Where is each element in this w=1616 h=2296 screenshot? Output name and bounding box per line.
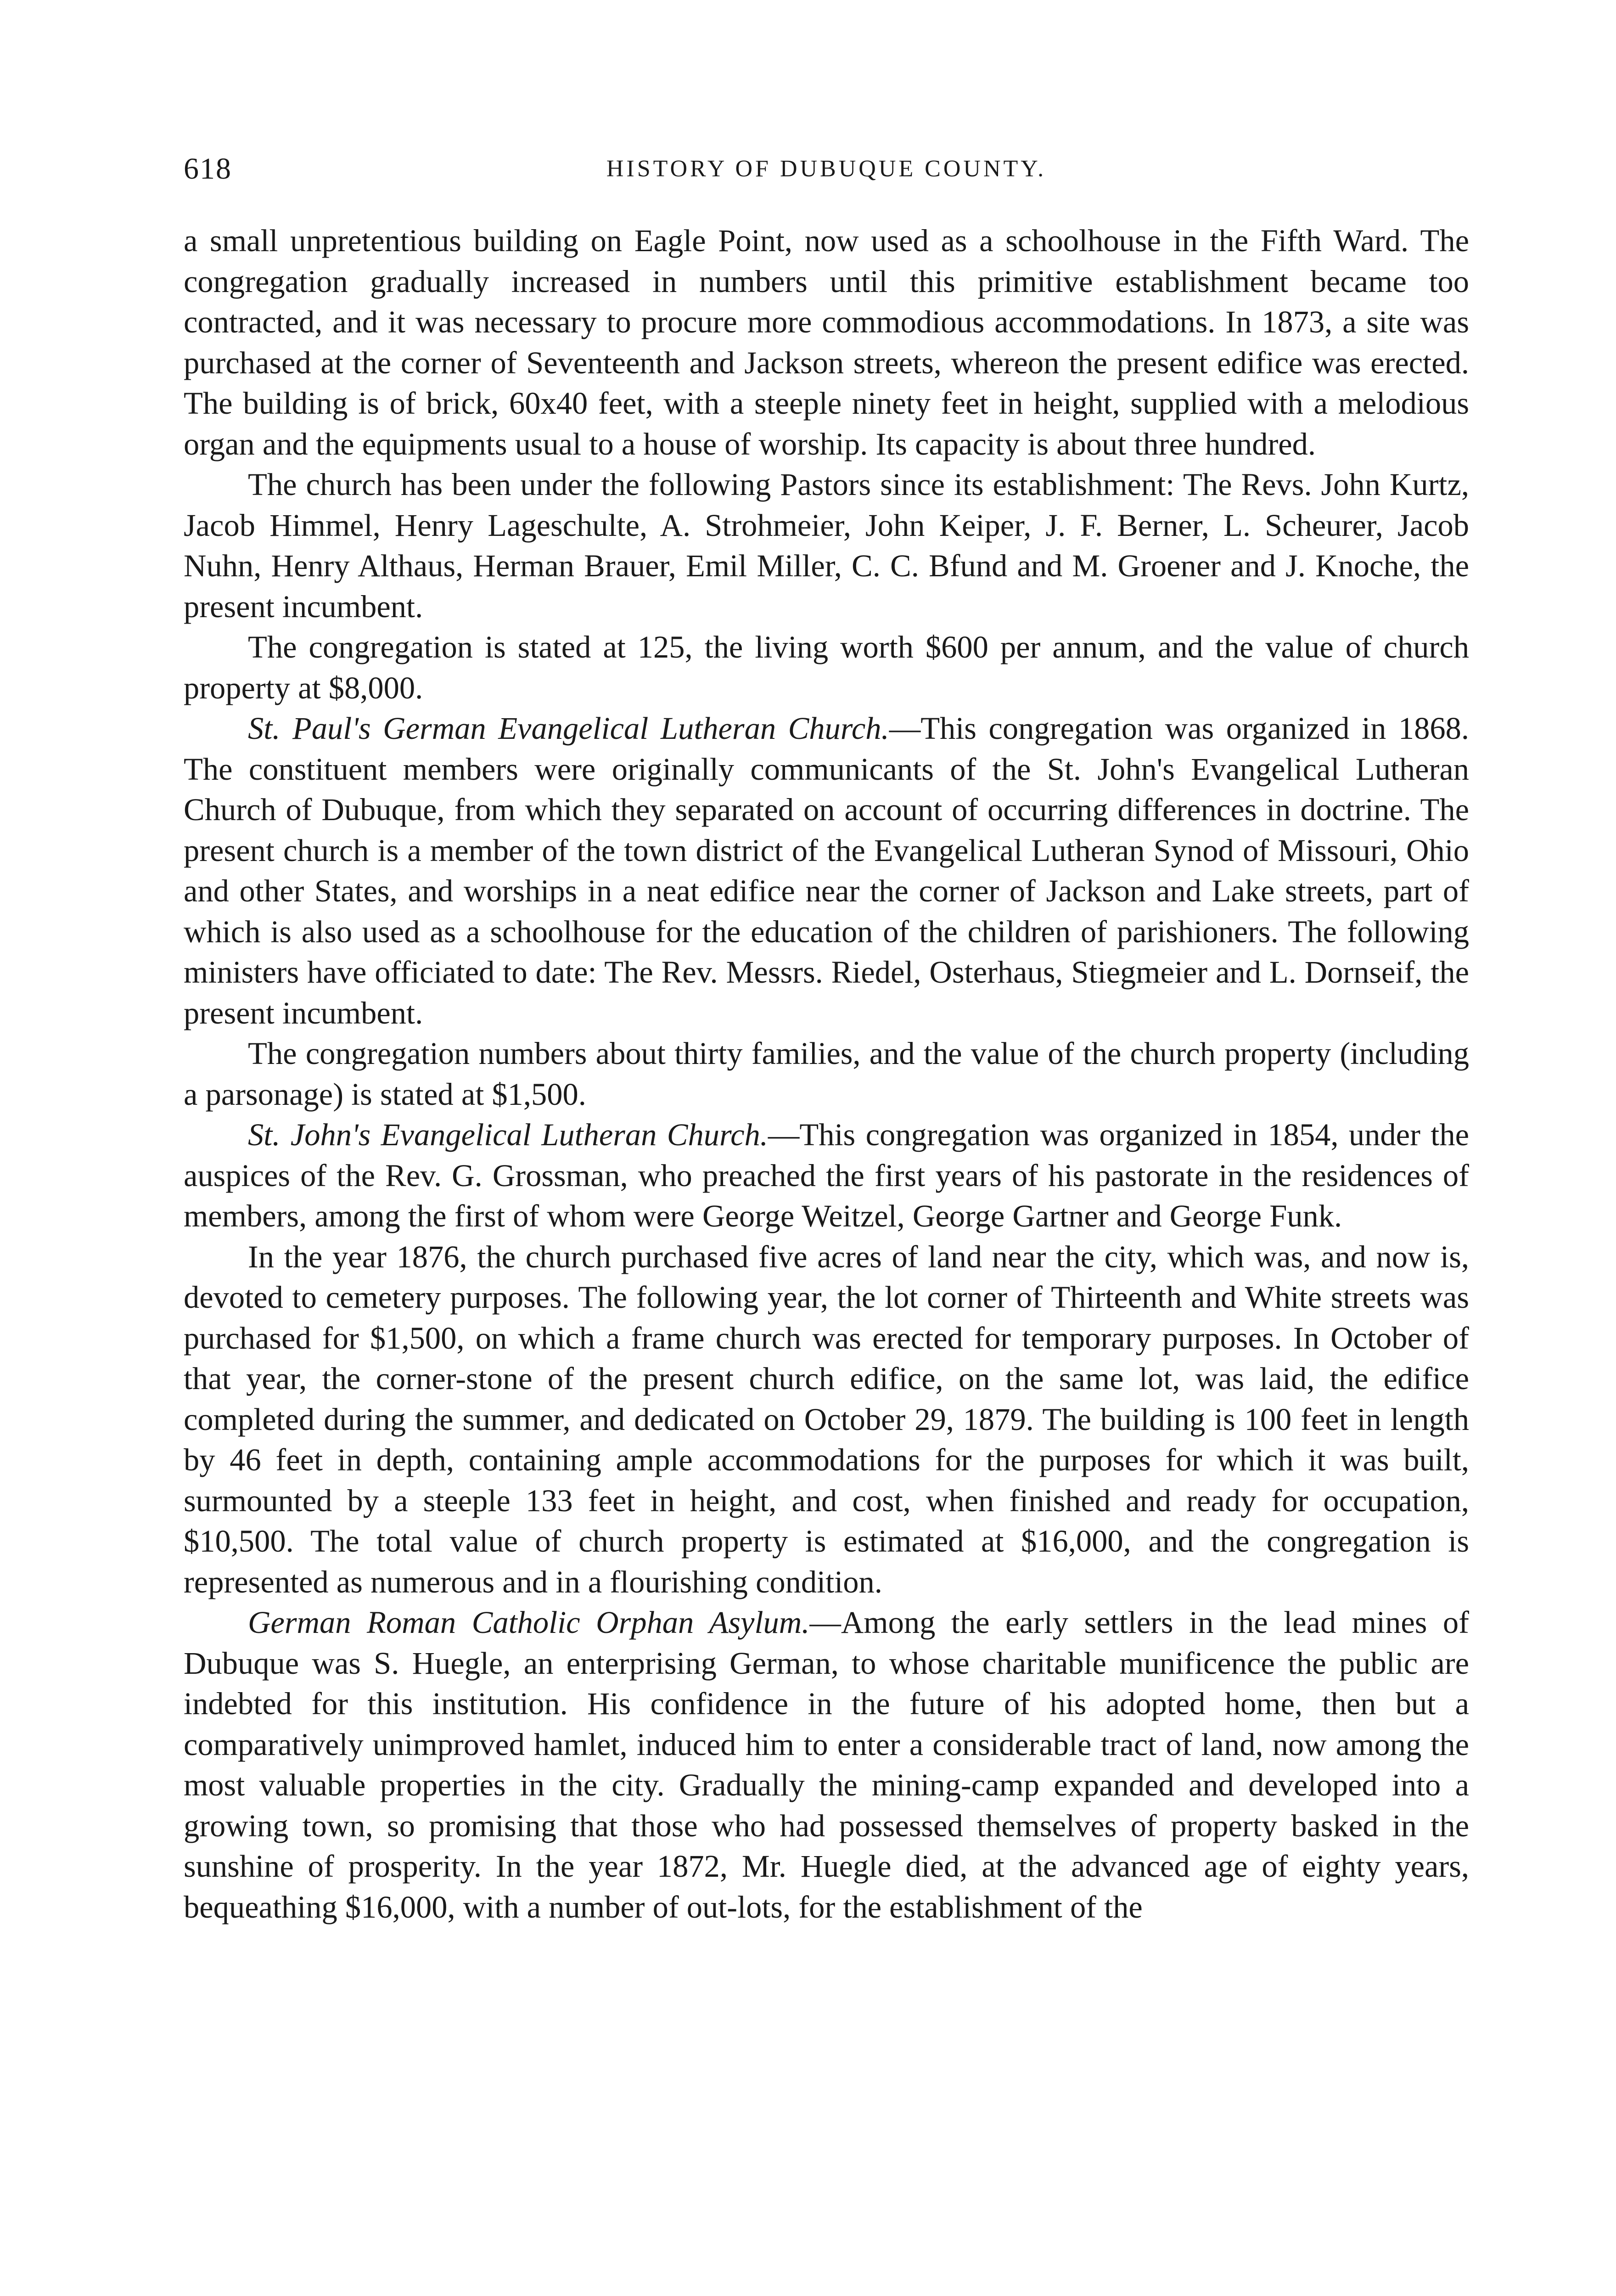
paragraph-2 <box>184 464 1469 627</box>
body-text <box>184 220 1469 1927</box>
paragraph-3 <box>184 627 1469 708</box>
paragraph-5 <box>184 1033 1469 1114</box>
paragraph-text: —This congregation was organized in 1854, under the auspices of the Rev. G. Grossman, who preached the first years of his pastorate in the residences of members, among the first of whom were George Weitzel, George Gartner and George Funk. <box>184 1117 1469 1233</box>
paragraph-1 <box>184 220 1469 464</box>
paragraph-7 <box>184 1237 1469 1603</box>
document-page <box>184 152 1469 2296</box>
paragraph-text: In the year 1876, the church purchased five acres of land near the city, which was, and now is, devoted to cemetery purposes. The following year, the lot corner of Thirteenth and White streets was purchased for $1,500, on which a frame church was erected for temporary purposes. In October of that year, the corner-stone of the present church edifice, on the same lot, was laid, the edifice completed during the summer, and dedicated on October 29, 1879. The building is 100 feet in length by 46 feet in depth, containing ample accommodations for the purposes for which it was built, surmounted by a steeple 133 feet in height, and cost, when finished and ready for occupation, $10,500. The total value of church property is estimated at $16,000, and the congregation is represented as numerous and in a flourishing condition. <box>184 1239 1469 1599</box>
section-title-orphan-asylum: German Roman Catholic Orphan Asylum. <box>248 1605 810 1640</box>
paragraph-6 <box>184 1114 1469 1237</box>
paragraph-text: The congregation numbers about thirty families, and the value of the church property (including a parsonage) is stated at $1,500. <box>184 1036 1469 1112</box>
section-title-st-pauls: St. Paul's German Evangelical Lutheran Church. <box>248 711 889 746</box>
paragraph-8 <box>184 1602 1469 1927</box>
section-title-st-johns: St. John's Evangelical Lutheran Church. <box>248 1117 768 1152</box>
paragraph-4 <box>184 708 1469 1033</box>
page-number: 618 <box>184 152 232 186</box>
running-head: HISTORY OF DUBUQUE COUNTY. <box>606 156 1047 182</box>
page-header <box>184 152 1469 202</box>
paragraph-text: The church has been under the following Pastors since its establishment: The Revs. John Kurtz, Jacob Himmel, Henry Lageschulte, A. Strohmeier, John Keiper, J. F. Berner, L. Scheurer, Jacob Nuhn, Henry Althaus, Herman Brauer, Emil Miller, C. C. Bfund and M. Groener and J. Knoche, the present incumbent. <box>184 467 1469 624</box>
paragraph-text: —This congregation was organized in 1868. The constituent members were originally communicants of the St. John's Evangelical Lutheran Church of Dubuque, from which they separated on account of occurring differences in doctrine. The present church is a member of the town district of the Evangelical Lutheran Synod of Missouri, Ohio and other States, and worships in a neat edifice near the corner of Jackson and Lake streets, part of which is also used as a schoolhouse for the education of the children of parishioners. The following ministers have officiated to date: The Rev. Messrs. Riedel, Osterhaus, Stiegmeier and L. Dornseif, the present incumbent. <box>184 711 1469 1030</box>
paragraph-text: The congregation is stated at 125, the living worth $600 per annum, and the value of church property at $8,000. <box>184 630 1469 705</box>
paragraph-text: a small unpretentious building on Eagle Point, now used as a schoolhouse in the Fifth Ward. The congregation gradually increased in numbers until this primitive establishment became too contracted, and it was necessary to procure more commodious accommodations. In 1873, a site was purchased at the corner of Seventeenth and Jackson streets, whereon the present edifice was erected. The building is of brick, 60x40 feet, with a steeple ninety feet in height, supplied with a melodious organ and the equipments usual to a house of worship. Its capacity is about three hundred. <box>184 223 1469 461</box>
paragraph-text: —Among the early settlers in the lead mines of Dubuque was S. Huegle, an enterprising German, to whose charitable munificence the public are indebted for this institution. His confidence in the future of his adopted home, then but a comparatively unimproved hamlet, induced him to enter a considerable tract of land, now among the most valuable properties in the city. Gradually the mining-camp expanded and developed into a growing town, so promising that those who had possessed themselves of property basked in the sunshine of prosperity. In the year 1872, Mr. Huegle died, at the advanced age of eighty years, bequeathing $16,000, with a number of out-lots, for the establishment of the <box>184 1605 1469 1925</box>
